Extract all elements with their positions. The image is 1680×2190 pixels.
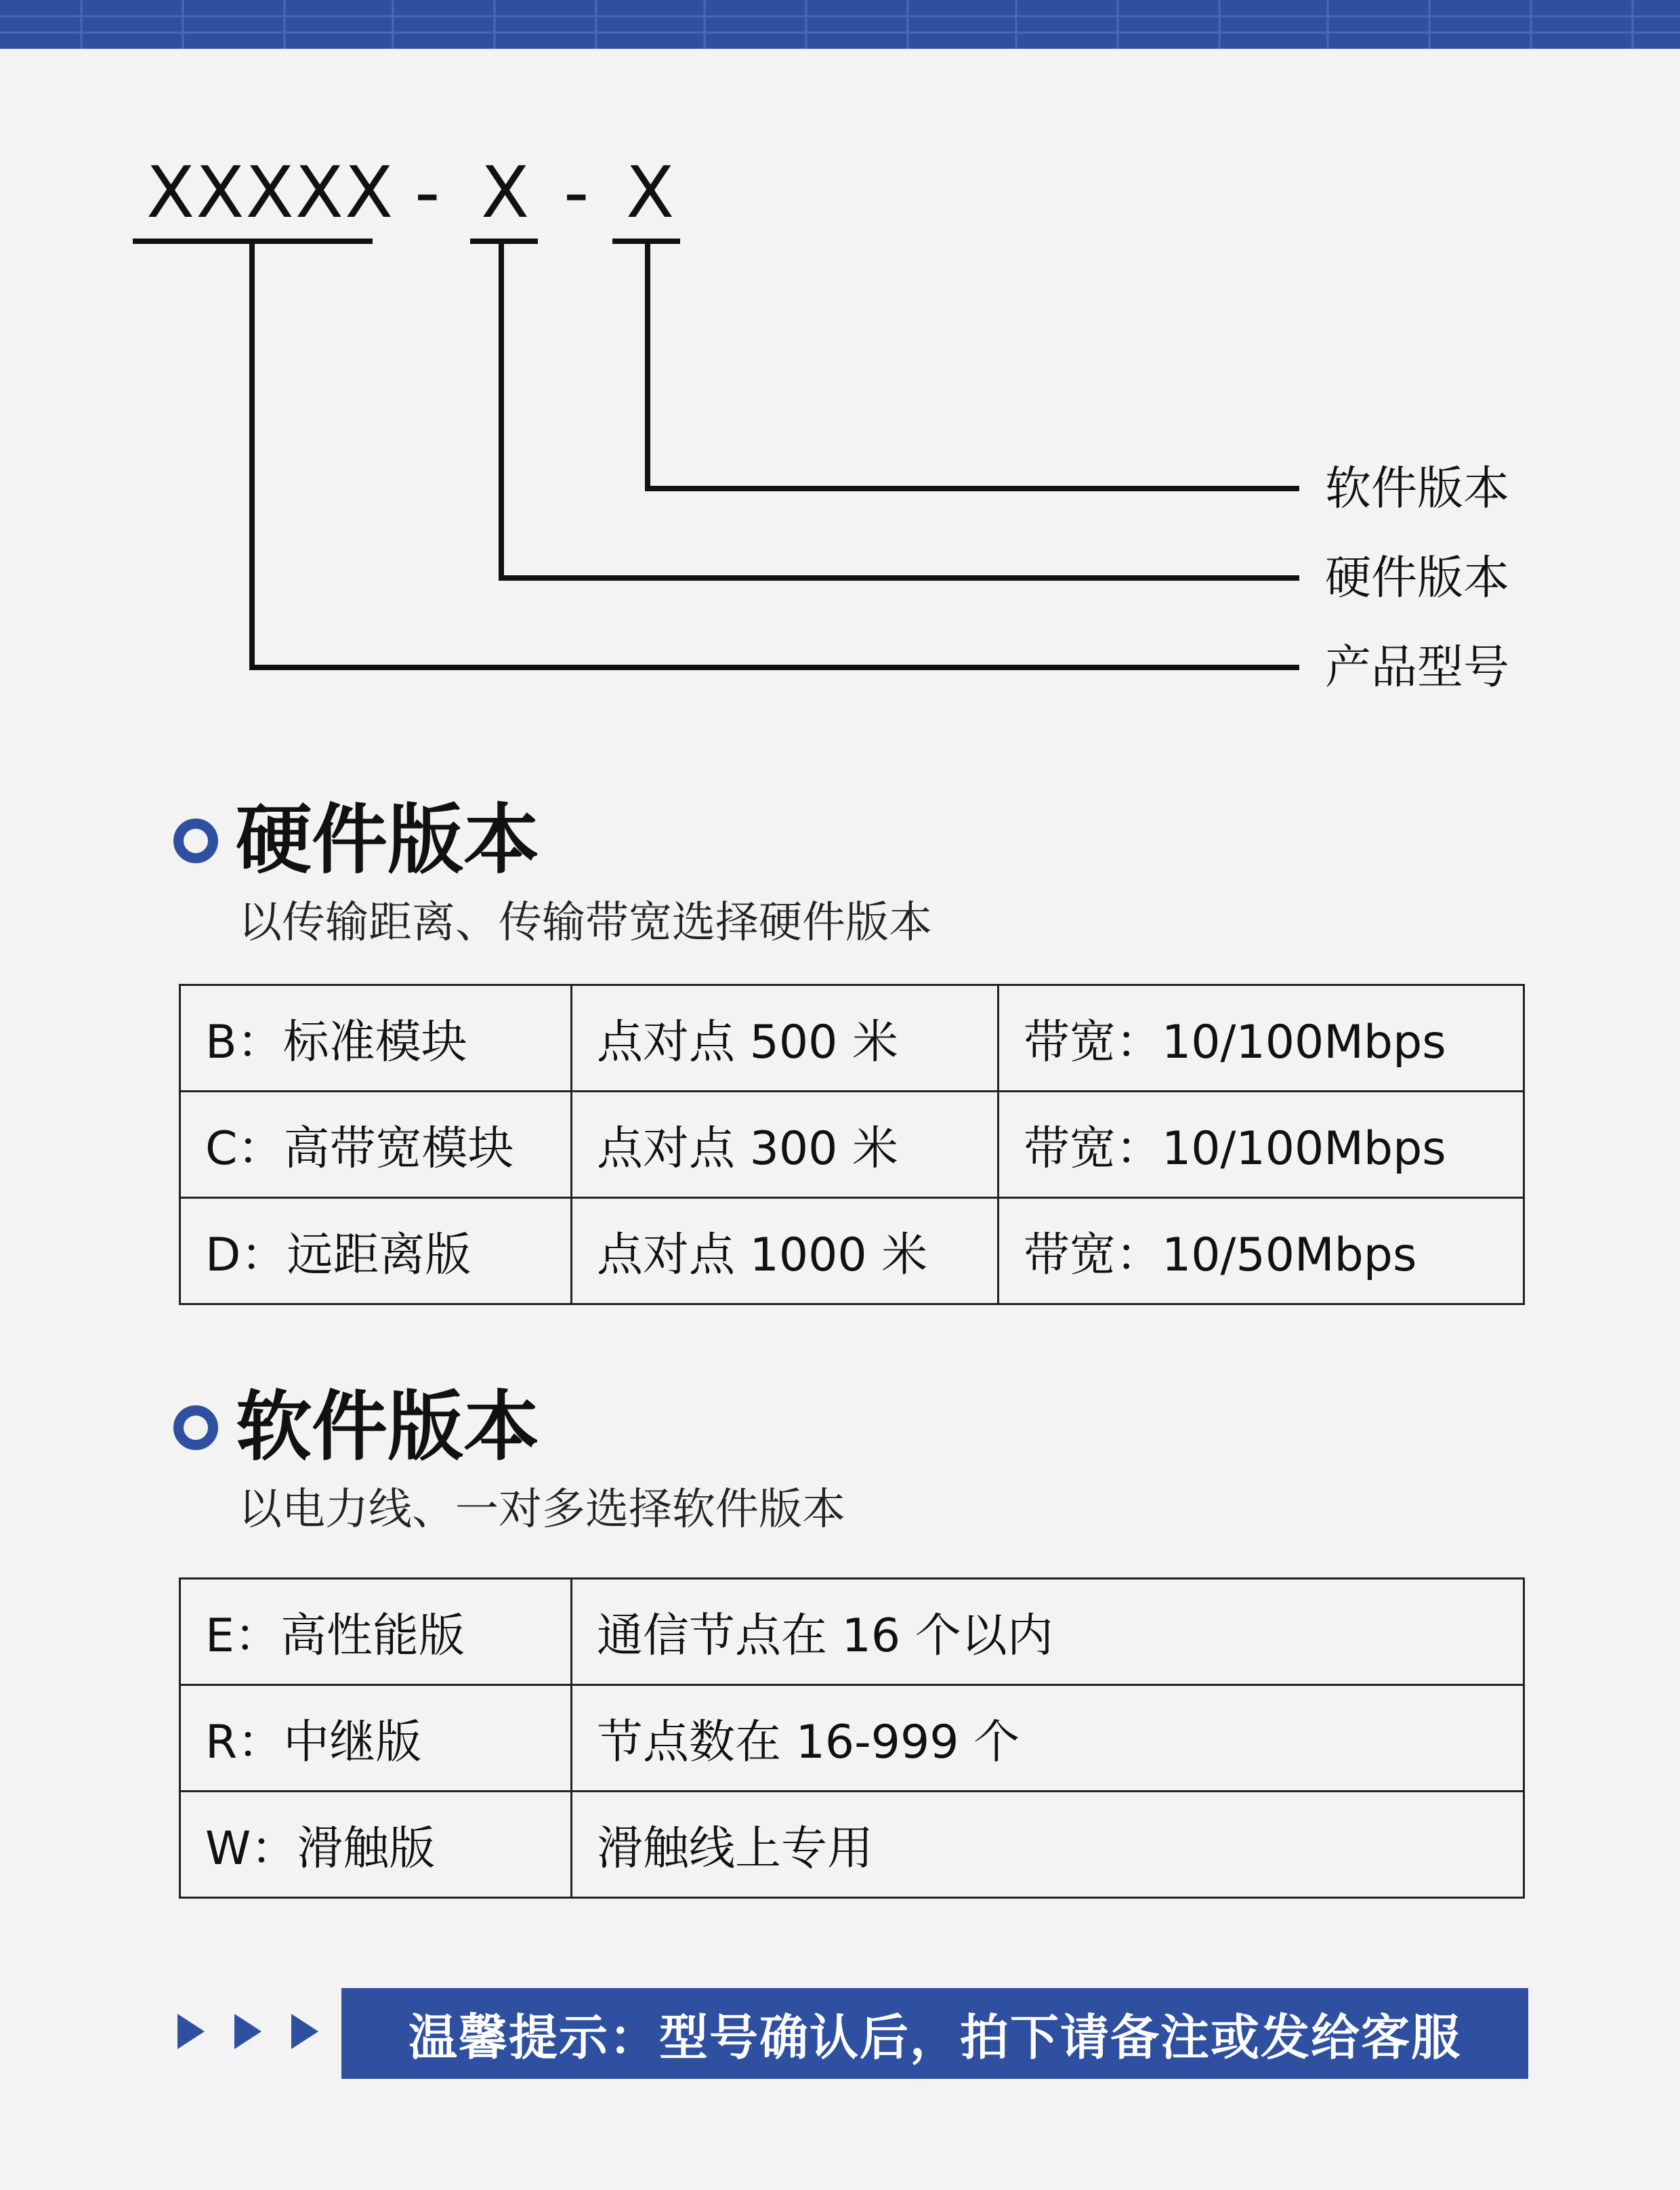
table-cell: 点对点 500 米 xyxy=(572,985,999,1092)
model-code-software: X xyxy=(626,151,676,234)
software-version-table xyxy=(179,1577,1525,1899)
table-cell: 点对点 300 米 xyxy=(572,1092,999,1198)
table-cell: C：高带宽模块 xyxy=(180,1092,572,1198)
hardware-section-subtitle: 以传输距离、传输带宽选择硬件版本 xyxy=(238,898,932,948)
software-section-subtitle: 以电力线、一对多选择软件版本 xyxy=(238,1485,845,1535)
software-section-title: 软件版本 xyxy=(236,1383,539,1471)
table-row xyxy=(180,985,1524,1092)
tip-banner: 温馨提示：型号确认后，拍下请备注或发给客服 xyxy=(341,1988,1528,2079)
table-cell: 带宽：10/50Mbps xyxy=(999,1198,1524,1304)
model-code-connector-lines xyxy=(0,0,1680,745)
table-cell: 带宽：10/100Mbps xyxy=(999,985,1524,1092)
table-row xyxy=(180,1792,1524,1898)
table-cell: 通信节点在 16 个以内 xyxy=(572,1579,1524,1685)
diagram-label-hardware: 硬件版本 xyxy=(1325,552,1510,605)
table-row xyxy=(180,1092,1524,1198)
table-cell: D：远距离版 xyxy=(180,1198,572,1304)
model-code-separator: - xyxy=(415,151,442,234)
diagram-label-software: 软件版本 xyxy=(1325,462,1510,516)
table-row xyxy=(180,1579,1524,1685)
table-cell: 滑触线上专用 xyxy=(572,1792,1524,1898)
hardware-section-title: 硬件版本 xyxy=(236,796,539,884)
hardware-version-table xyxy=(179,984,1525,1305)
play-triangle-icon xyxy=(234,2014,261,2049)
table-cell: 节点数在 16-999 个 xyxy=(572,1685,1524,1792)
table-cell: R：中继版 xyxy=(180,1685,572,1792)
table-cell: B：标准模块 xyxy=(180,985,572,1092)
table-row xyxy=(180,1685,1524,1792)
ring-bullet-icon xyxy=(173,819,218,863)
play-triangle-icon xyxy=(177,2014,205,2049)
model-code-separator: - xyxy=(564,151,591,234)
ring-bullet-icon xyxy=(173,1405,218,1450)
diagram-label-product: 产品型号 xyxy=(1325,641,1510,695)
table-cell: W：滑触版 xyxy=(180,1792,572,1898)
table-cell: E：高性能版 xyxy=(180,1579,572,1685)
model-code-main: XXXXX xyxy=(146,151,395,234)
play-triangle-icon xyxy=(291,2014,318,2049)
model-code-hardware: X xyxy=(481,151,531,234)
table-cell: 点对点 1000 米 xyxy=(572,1198,999,1304)
table-row xyxy=(180,1198,1524,1304)
table-cell: 带宽：10/100Mbps xyxy=(999,1092,1524,1198)
